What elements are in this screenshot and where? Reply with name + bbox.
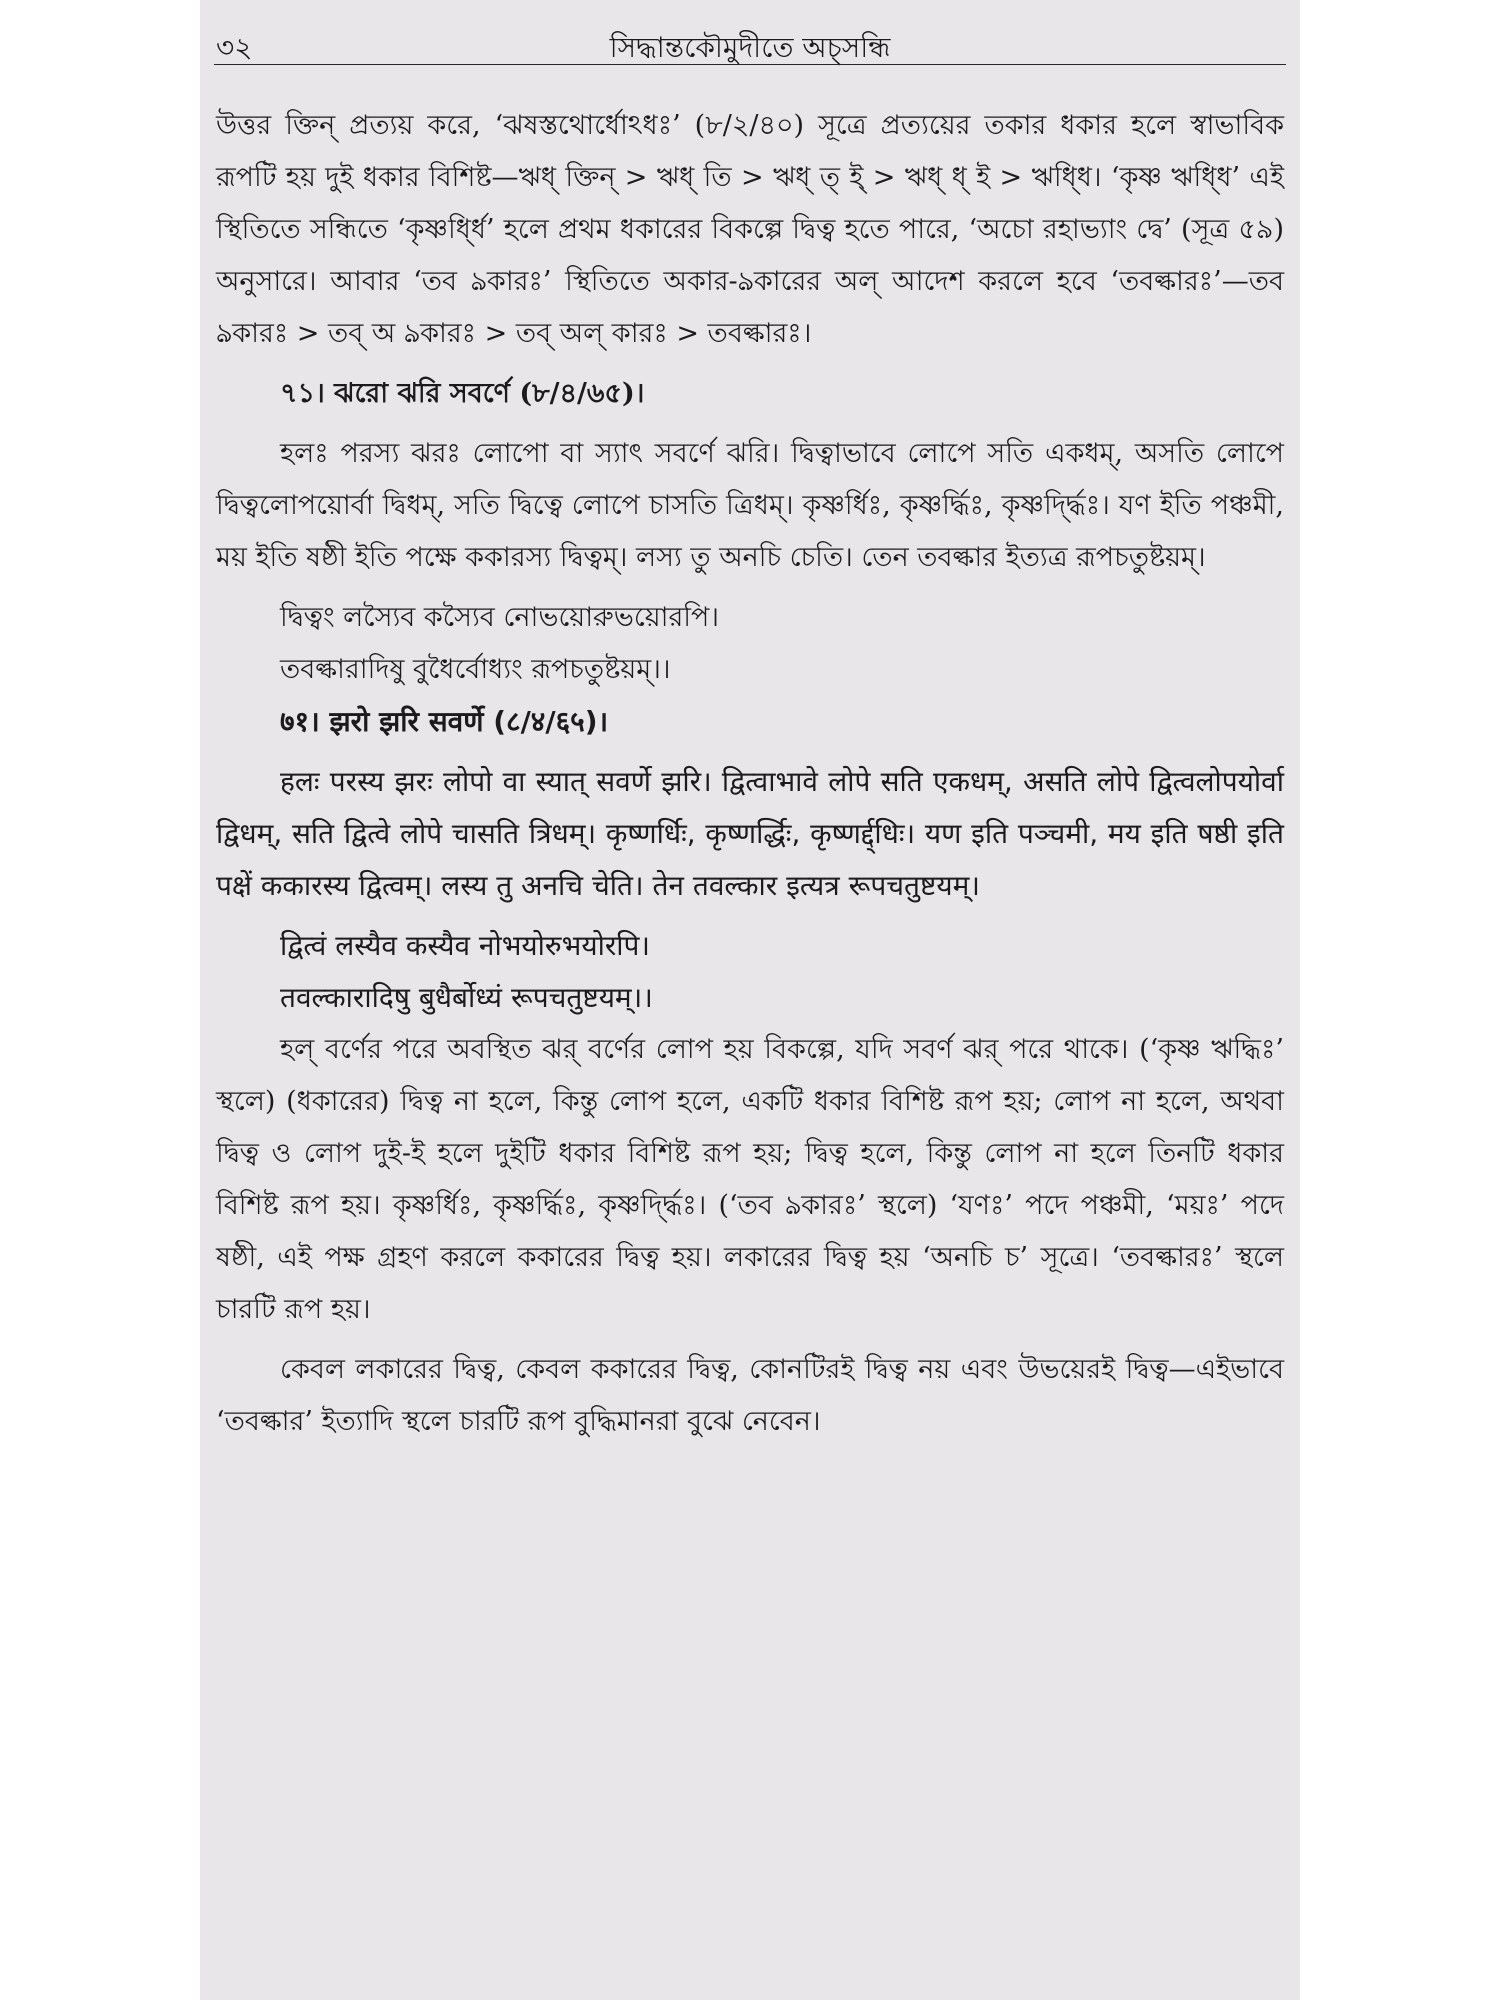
commentary-bengali-script: হলঃ পরস্য ঝরঃ লোপো বা স্যাৎ সবর্ণে ঝরি। দ্বিত্বাভাবে লোপে সতি একধম্, অসতি লোপে দ্বিত্বলোপয়োর্বা দ্বিধম্, সতি দ্বিত্বে লোপে চাসতি ত্রিধম্। কৃষ্ণর্ধিঃ, কৃষ্ণর্দ্ধিঃ, কৃষ্ণর্দ্দ্ধিঃ। যণ ইতি পঞ্চমী, ময় ইতি ষষ্ঠী ইতি পক্ষে ককারস্য দ্বিত্বম্। লস্য তু অনচি চেতি। তেন তবল্কার ইত্যত্র রূপচতুষ্টয়ম্। [216,438,1284,573]
header-divider [214,64,1286,65]
verse-line-2-devanagari: तवल्कारादिषु बुधैर्बोध्यं रूपचतुष्टयम्।। [280,981,653,1014]
closing-paragraph: কেবল লকারের দ্বিত্ব, কেবল ককারের দ্বিত্ব, কোনটিরই দ্বিত্ব নয় এবং উভয়েরই দ্বিত্ব—এইভাবে ‘তবল্কার’ ইত্যাদি স্থলে চারটি রূপ বুদ্ধিমানরা বুঝে নেবেন। [216,1354,1284,1437]
translation-paragraph: হল্ বর্ণের পরে অবস্থিত ঝর্ বর্ণের লোপ হয় বিকল্পে, যদি সবর্ণ ঝর্ পরে থাকে। (‘কৃষ্ণ ঋদ্ধিঃ’ স্থলে) (ধকারের) দ্বিত্ব না হলে, কিন্তু লোপ হলে, একটি ধকার বিশিষ্ট রূপ হয়; লোপ না হলে, অথবা দ্বিত্ব ও লোপ দুই-ই হলে দুইটি ধকার বিশিষ্ট রূপ হয়; দ্বিত্ব হলে, কিন্তু লোপ না হলে তিনটি ধকার বিশিষ্ট রূপ হয়। কৃষ্ণর্ধিঃ, কৃষ্ণর্দ্ধিঃ, কৃষ্ণর্দ্দ্ধিঃ। (‘তব ঌকারঃ’ স্থলে) ‘যণঃ’ পদে পঞ্চমী, ‘ময়ঃ’ পদে ষষ্ঠী, এই পক্ষ গ্রহণ করলে ককারের দ্বিত্ব হয়। লকারের দ্বিত্ব হয় ‘অনচি চ’ সূত্রে। ‘তবল্কারঃ’ স্থলে চারটি রূপ হয়। [216,1034,1284,1325]
paragraph-intro: উত্তর ক্তিন্ প্রত্যয় করে, ‘ঝষস্তথোর্ধোঽধঃ’ (৮/২/৪০) সূত্রে প্রত্যয়ের তকার ধকার হলে স্বাভাবিক রূপটি হয় দুই ধকার বিশিষ্ট—ঋধ্ ক্তিন্ > ঋধ্ তি > ঋধ্ ত্ ই্ > ঋধ্ ধ্ ই > ঋধ্ধি। ‘কৃষ্ণ ঋধ্ধি’ এই স্থিতিতে সন্ধিতে ‘কৃষ্ণর্ধ্ধি’ হলে প্রথম ধকারের বিকল্পে দ্বিত্ব হতে পারে, ‘অচো রহাভ্যাং দ্বে’ (সূত্র ৫৯) অনুসারে। আবার ‘তব ঌকারঃ’ স্থিতিতে অকার-ঌকারের অল্ আদেশ করলে হবে ‘তবল্কারঃ’—তব ঌকারঃ > তব্ অ ঌকারঃ > তব্ অল্ কারঃ > তবল্কারঃ। [216,110,1284,349]
verse-line-1-devanagari: द्वित्वं लस्यैव कस्यैव नोभयोरुभयोरपि। [280,929,651,962]
page-header [200,16,1300,62]
book-page [200,0,1300,2000]
page-body [216,100,1284,1456]
sutra-heading-bengali: ৭১। ঝরো ঝরি সবর্ণে (৮/৪/৬৫)। [280,378,645,409]
page-number: ৩২ [216,31,253,64]
commentary-devanagari: हलः परस्य झरः लोपो वा स्यात् सवर्णे झरि। द्वित्वाभावे लोपे सति एकधम्, असति लोपे द्वित्वलोपयोर्वा द्विधम्, सति द्वित्वे लोपे चासति त्रिधम्। कृष्णर्धिः, कृष्णर्द्धिः, कृष्णर्द्द्धिः। यण इति पञ्चमी, मय इति षष्ठी इति पक्षें ककारस्य द्वित्वम्। लस्य तु अनचि चेति। तेन तवल्कार इत्यत्र रूपचतुष्टयम्। [216,765,1284,902]
running-title: সিদ্ধান্তকৌমুদীতে অচ্‌সন্ধি [609,31,891,64]
verse-line-1-bengali: দ্বিত্বং লস্যৈব কস্যৈব নোভয়োরুভয়োরপি। [280,602,719,633]
sutra-heading-devanagari: ७१। झरो झरि सवर्णे (८/४/६५)। [280,705,609,738]
verse-line-2-bengali: তবল্কারাদিষু বুধৈর্বোধ্যং রূপচতুষ্টয়ম্।। [280,654,671,685]
